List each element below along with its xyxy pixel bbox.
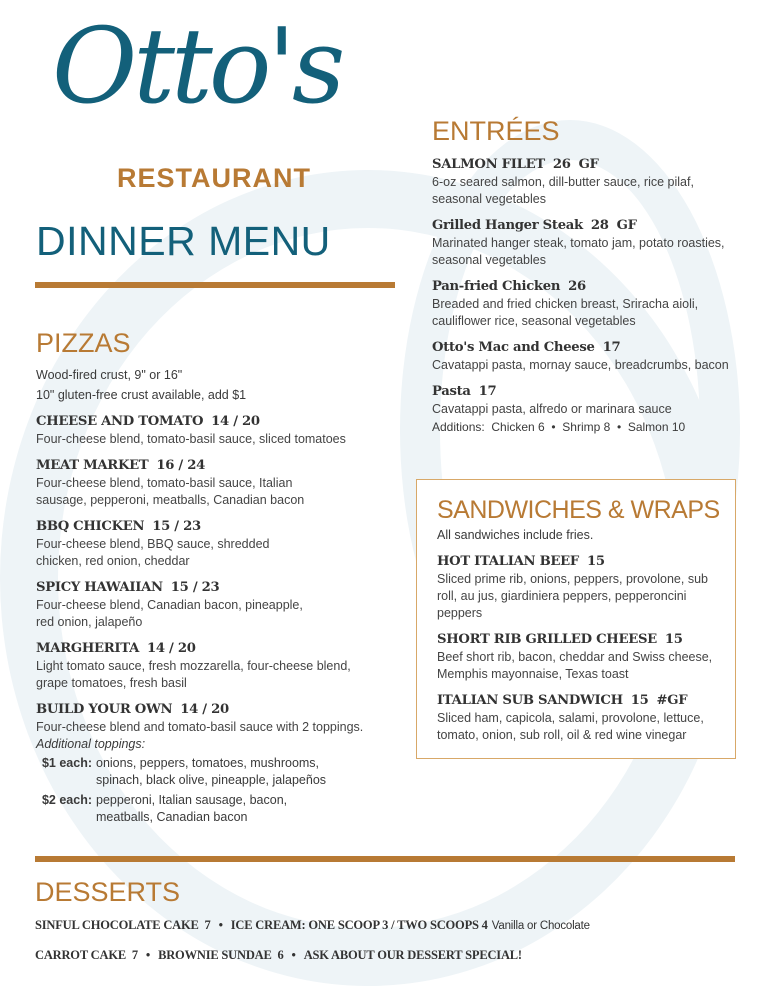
menu-item bbox=[432, 156, 737, 208]
item-name: Pasta bbox=[432, 384, 471, 399]
item-price: 15 / 23 bbox=[152, 519, 201, 534]
item-heading bbox=[36, 413, 386, 431]
item-price: 14 / 20 bbox=[211, 414, 260, 429]
item-description: Sliced ham, capicola, salami, provolone, lettuce, tomato, onion, sub roll, oil & red wine vinegar bbox=[437, 711, 704, 742]
menu-item bbox=[432, 339, 737, 374]
item-price: 26 bbox=[552, 157, 571, 172]
item-heading bbox=[36, 518, 386, 536]
entrees-heading: ENTRÉES bbox=[432, 116, 560, 146]
pizzas-heading: PIZZAS bbox=[36, 328, 131, 358]
item-description: Sliced prime rib, onions, peppers, provolone, sub roll, au jus, giardiniera peppers, pepperoncini peppers bbox=[437, 572, 708, 620]
sandwiches-note: All sandwiches include fries. bbox=[437, 528, 594, 542]
item-heading bbox=[36, 701, 386, 719]
item-heading bbox=[437, 692, 727, 710]
item-price: 17 bbox=[602, 340, 621, 355]
item-description: 6-oz seared salmon, dill-butter sauce, rice pilaf, seasonal vegetables bbox=[432, 175, 694, 206]
item-name: SHORT RIB GRILLED CHEESE bbox=[437, 632, 657, 647]
item-name: MEAT MARKET bbox=[36, 458, 149, 473]
dessert-line: CARROT CAKE 7 • BROWNIE SUNDAE 6 • ASK ABOUT OUR DESSERT SPECIAL! bbox=[35, 948, 522, 962]
item-price: 17 bbox=[478, 384, 497, 399]
item-name: BBQ CHICKEN bbox=[36, 519, 145, 534]
item-price: 14 / 20 bbox=[147, 641, 196, 656]
item-price: 14 / 20 bbox=[180, 702, 229, 717]
sandwiches-box bbox=[416, 479, 736, 759]
topping-row: $1 each: onions, peppers, tomatoes, mushrooms, spinach, black olive, pineapple, jalapeños bbox=[41, 756, 327, 787]
item-description: Four-cheese blend, tomato-basil sauce, Italian sausage, pepperoni, meatballs, Canadian bacon bbox=[36, 476, 305, 507]
item-name: Otto's Mac and Cheese bbox=[432, 340, 595, 355]
item-name: BUILD YOUR OWN bbox=[36, 702, 173, 717]
menu-item bbox=[36, 701, 386, 736]
item-description: Cavatappi pasta, mornay sauce, breadcrumbs, bacon bbox=[432, 358, 729, 372]
menu-item bbox=[36, 640, 386, 692]
entree-additions: Additions: Chicken 6 • Shrimp 8 • Salmon 10 bbox=[432, 420, 686, 434]
restaurant-subtitle: RESTAURANT bbox=[117, 163, 311, 193]
item-price: 15 bbox=[586, 554, 605, 569]
pizzas-section bbox=[36, 367, 386, 826]
item-heading bbox=[432, 217, 737, 235]
pizza-note: Wood-fired crust, 9" or 16" bbox=[36, 368, 183, 382]
divider bbox=[35, 856, 735, 862]
item-price: 15 / 23 bbox=[170, 580, 220, 595]
item-price: 26 bbox=[568, 279, 586, 294]
page-title: DINNER MENU bbox=[36, 218, 331, 264]
item-name: Grilled Hanger Steak bbox=[432, 218, 583, 233]
item-name: SALMON FILET bbox=[432, 157, 545, 172]
item-name: Pan-fried Chicken bbox=[432, 279, 561, 294]
item-name: HOT ITALIAN BEEF bbox=[437, 554, 579, 569]
item-heading bbox=[437, 553, 727, 571]
entrees-section bbox=[432, 147, 737, 436]
item-tag: GF bbox=[578, 157, 599, 172]
divider bbox=[35, 282, 395, 288]
item-heading bbox=[432, 156, 737, 174]
menu-item bbox=[437, 692, 727, 744]
item-description: Four-cheese blend, Canadian bacon, pineapple, red onion, jalapeño bbox=[36, 598, 303, 629]
item-heading bbox=[432, 383, 737, 401]
item-tag: GF bbox=[616, 218, 637, 233]
item-name: ITALIAN SUB SANDWICH bbox=[437, 693, 623, 708]
item-name: MARGHERITA bbox=[36, 641, 140, 656]
item-tag: #GF bbox=[656, 693, 688, 708]
item-description: Light tomato sauce, fresh mozzarella, four-cheese blend, grape tomatoes, fresh basil bbox=[36, 659, 351, 690]
menu-item bbox=[36, 413, 386, 448]
item-name: SPICY HAWAIIAN bbox=[36, 580, 163, 595]
menu-item bbox=[437, 631, 727, 683]
item-heading bbox=[36, 457, 386, 475]
additional-toppings-label: Additional toppings: bbox=[36, 737, 146, 751]
item-price: 28 bbox=[590, 218, 609, 233]
item-description: Cavatappi pasta, alfredo or marinara sauce bbox=[432, 402, 672, 416]
item-description: Four-cheese blend, BBQ sauce, shredded chicken, red onion, cheddar bbox=[36, 537, 270, 568]
menu-item bbox=[36, 579, 386, 631]
menu-item bbox=[432, 278, 737, 330]
item-description: Marinated hanger steak, tomato jam, potato roasties, seasonal vegetables bbox=[432, 236, 725, 267]
desserts-heading: DESSERTS bbox=[35, 877, 181, 907]
item-description: Four-cheese blend, tomato-basil sauce, sliced tomatoes bbox=[36, 432, 346, 446]
item-heading bbox=[36, 579, 386, 597]
logo: Otto's bbox=[52, 5, 342, 127]
menu-item bbox=[437, 553, 727, 622]
item-description: Breaded and fried chicken breast, Sriracha aioli, cauliflower rice, seasonal vegetables bbox=[432, 297, 699, 328]
menu-item bbox=[36, 518, 386, 570]
item-price: 15 bbox=[664, 632, 683, 647]
item-heading bbox=[36, 640, 386, 658]
sandwiches-heading: SANDWICHES & WRAPS bbox=[437, 496, 720, 524]
item-description: Beef short rib, bacon, cheddar and Swiss cheese, Memphis mayonnaise, Texas toast bbox=[437, 650, 713, 681]
item-price: 16 / 24 bbox=[156, 458, 205, 473]
menu-item bbox=[432, 383, 737, 418]
item-description: Four-cheese blend and tomato-basil sauce with 2 toppings. bbox=[36, 720, 364, 734]
item-name: CHEESE AND TOMATO bbox=[36, 414, 204, 429]
topping-row: $2 each: pepperoni, Italian sausage, bacon, meatballs, Canadian bacon bbox=[41, 793, 288, 824]
pizza-note: 10" gluten-free crust available, add $1 bbox=[36, 388, 247, 402]
menu-item bbox=[36, 457, 386, 509]
item-heading bbox=[432, 278, 737, 296]
item-price: 15 bbox=[630, 693, 649, 708]
item-heading bbox=[432, 339, 737, 357]
item-heading bbox=[437, 631, 727, 649]
dessert-line: SINFUL CHOCOLATE CAKE 7 • ICE CREAM: ONE SCOOP 3 / TWO SCOOPS 4 Vanilla or Chocolate bbox=[35, 918, 590, 932]
menu-item bbox=[432, 217, 737, 269]
